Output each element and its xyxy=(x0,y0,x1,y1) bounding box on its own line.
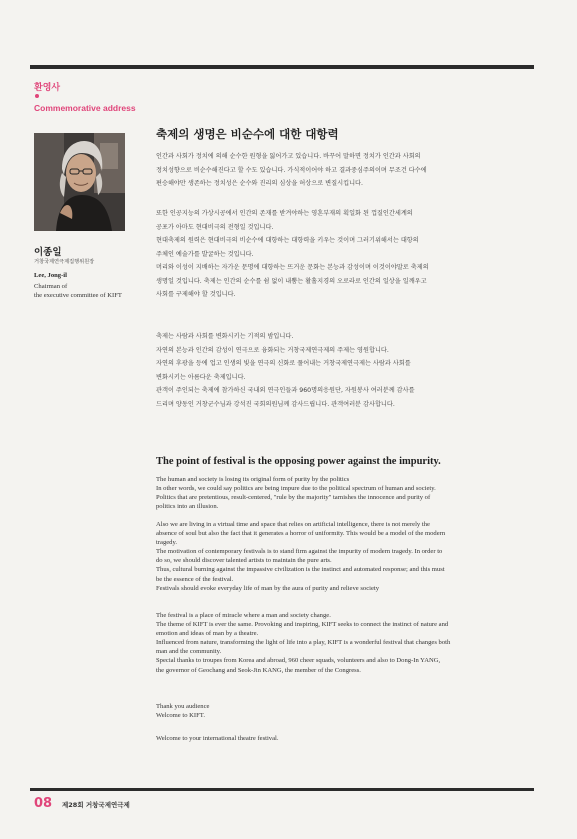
text-line: 또한 인공지능의 가상시공에서 인간의 존재를 받겨야하는 영혼부재의 획일화 된 껍질인간세계의 xyxy=(156,210,413,217)
page-number: 08 xyxy=(34,796,53,811)
text-line: 축제는 사람과 사회를 변화시키는 기적의 밤입니다. xyxy=(156,333,294,340)
top-rule xyxy=(30,65,534,69)
text-line: 현대축제의 원력은 현대비극의 비순수에 대항하는 대항력을 키우는 것이며 그러기위해서는 대항의 xyxy=(156,237,419,244)
korean-paragraph-3 xyxy=(156,330,531,411)
text-line: 드리며 양동인 거창군수님과 강석진 국회의원님께 감사드립니다. 관객여러분 감사합니다. xyxy=(156,400,395,408)
text-line: Welcome to KIFT. xyxy=(156,712,205,720)
publication-title: 제28회 거창국제연극제 xyxy=(62,801,130,809)
text-line: Special thanks to troupes from Korea and abroad, 960 cheer squads, volunteers and also to Dong-In YANG, xyxy=(156,657,441,665)
section-label-kr: 환영사 xyxy=(34,83,61,93)
english-paragraph-5 xyxy=(156,734,534,743)
text-line: Festivals should evoke everyday life of man by the aura of purity and relieve society xyxy=(156,584,380,592)
text-line: emotion and ideas of man by a theatre. xyxy=(156,630,259,638)
speaker-photo xyxy=(34,133,125,231)
text-line: 머리와 이성이 지배하는 자가운 문명에 대항하는 뜨거운 문화는 본능과 감성이며 이것이야말로 축제의 xyxy=(156,264,429,271)
text-line: Thank you audience xyxy=(156,703,210,710)
text-line: 사회를 구제해야 할 것입니다. xyxy=(156,291,236,298)
text-line: Also we are living in a virtual time and space that relies on artificial intelligence, there is not merely the xyxy=(156,521,430,528)
text-line: 변화시키는 아름다운 축제입니다. xyxy=(156,373,246,381)
text-line: The festival is a place of miracle where a man and society change. xyxy=(156,612,331,619)
speaker-role-kr: 거창국제연극제집행위원장 xyxy=(34,259,95,265)
text-line: The motivation of contemporary festivals is to stand firm against the impurity of modern tragedy. In order to xyxy=(156,548,443,556)
speaker-role-en-line: the executive committee of KIFT xyxy=(34,292,122,299)
speaker-name-kr: 이종일 xyxy=(34,247,62,258)
text-line: Politics that are pretentious, result-centered, "rule by the majority" tarnishes the innocence and purity of xyxy=(156,494,431,502)
text-line: Influenced from nature, transforming the light of life into a play, KIFT is a wonderful festival that changes both xyxy=(156,639,451,647)
text-line: the governor of Geochang and Seok-Jin KANG, the member of the Congress. xyxy=(156,666,361,674)
speaker-role-en xyxy=(34,282,144,300)
section-label-en: Commemorative address xyxy=(34,103,136,113)
text-line: tragedy. xyxy=(156,539,177,547)
text-line: Welcome to your international theatre festival. xyxy=(156,735,279,742)
korean-title: 축제의 생명은 비순수에 대한 대항력 xyxy=(156,127,339,141)
text-line: The theme of KIFT is ever the same. Provoking and inspiring, KIFT seeks to connect the instinct of nature and xyxy=(156,621,449,629)
korean-paragraph-1 xyxy=(156,150,531,191)
text-line: 자연의 본능과 인간의 감성이 연극으로 융화되는 거창국제연극제의 주제는 영원합니다. xyxy=(156,346,389,354)
text-line: be the essence of the festival. xyxy=(156,575,234,583)
text-line: The human and society is losing its original form of purity by the politics xyxy=(156,476,350,483)
korean-paragraph-2 xyxy=(156,207,531,302)
english-paragraph-4 xyxy=(156,702,534,720)
text-line: 편승해야만 생존하는 정치성은 순수와 진리의 심상을 허상으로 변질시킵니다. xyxy=(156,180,364,187)
english-title: The point of festival is the opposing power against the impurity. xyxy=(156,456,441,467)
text-line: Thus, cultural burning against the impassive civilization is the instinct and automated response; and this must xyxy=(156,566,445,574)
bullet-dot xyxy=(35,94,39,98)
text-line: 생명일 것입니다. 축제는 인간의 순수를 쉼 없이 내뿜는 활홀지경의 오로라로 인간의 일상을 일깨우고 xyxy=(156,277,427,285)
text-line: 공포가 아마도 현대비극의 전형일 것입니다. xyxy=(156,223,274,231)
text-line: absence of soul but also the fact that it generates a horror of uniformity. This would be a model of the modern xyxy=(156,530,446,538)
text-line: politics into an illusion. xyxy=(156,503,219,511)
text-line: 정치성향으로 비순수해진다고 할 수도 있습니다. 가식적이어야 하고 결과중심주의이며 무조건 다수에 xyxy=(156,166,427,174)
text-line: In other words, we could say politics are being impure due to the political spectrum of human and society. xyxy=(156,485,436,493)
text-line: 관객이 주인되는 축제에 참가하신 국내외 연극인들과 960명의응원단, 자원봉사 여러분께 감사를 xyxy=(156,387,415,394)
text-line: man and the community. xyxy=(156,648,222,656)
text-line: do so, we should discover talented artists to maintain the pure arts. xyxy=(156,557,332,565)
bottom-rule xyxy=(30,788,534,791)
speaker-name-en: Lee, Jong-il xyxy=(34,272,67,279)
text-line: 자연의 후광을 등에 업고 인생의 빛을 연극의 신화로 풀어내는 거창국제연극제는 사람과 사회를 xyxy=(156,360,411,367)
english-paragraph-2 xyxy=(156,520,534,593)
english-paragraph-1 xyxy=(156,475,534,511)
text-line: 주체인 예술가를 발굴하는 것입니다. xyxy=(156,250,254,258)
english-paragraph-3 xyxy=(156,611,534,675)
text-line: 인간과 사회가 정치에 의해 순수한 원형을 잃어가고 있습니다. 바꾸어 말하면 정치가 인간과 사회의 xyxy=(156,153,421,160)
speaker-role-en-line: Chairman of xyxy=(34,283,68,290)
